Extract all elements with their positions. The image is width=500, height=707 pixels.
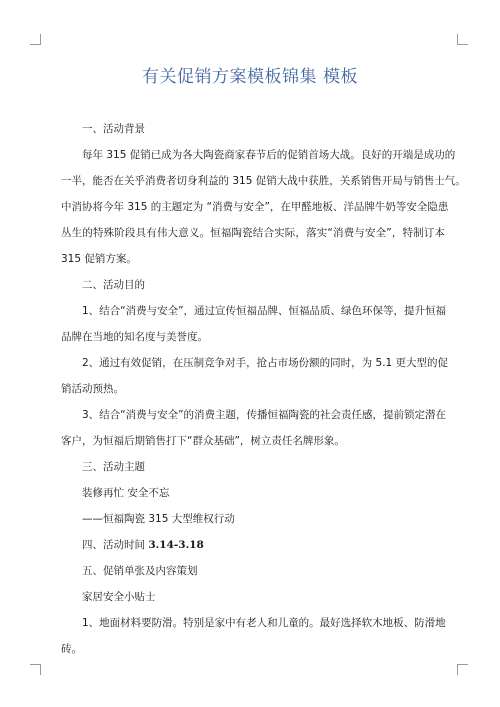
section-heading-purpose: 二、活动目的 — [82, 279, 145, 291]
paragraph-line: 一半，能否在关乎消费者切身利益的 315 促销大战中获胜，关系销售开局与销售士气。 — [61, 175, 466, 187]
activity-dates: 3.14-3.18 — [148, 539, 204, 551]
paragraph-line: 3、结合“消费与安全”的消费主题，传播恒福陶瓷的社会责任感，提前锁定潜在 — [82, 409, 447, 421]
paragraph-line: 315 促销方案。 — [61, 253, 137, 265]
theme-subtitle: ——恒福陶瓷 315 大型维权行动 — [82, 513, 235, 525]
section-heading-time — [61, 532, 445, 558]
section-heading-flyer: 五、促销单张及内容策划 — [82, 565, 198, 577]
crop-mark-bottom-right — [457, 664, 468, 675]
paragraph-line: 每年 315 促销已成为各大陶瓷商家春节后的促销首场大战。良好的开端是成功的 — [82, 149, 456, 161]
paragraph-line: 1、地面材料要防滑。特别是家中有老人和儿童的。最好选择软木地板、防滑地 — [82, 617, 446, 629]
theme-slogan: 装修再忙 安全不忘 — [82, 487, 170, 499]
crop-mark-top-left — [30, 34, 41, 45]
document-title: 有关促销方案模板锦集 模板 — [142, 67, 358, 87]
paragraph-line: 客户，为恒福后期销售打下“群众基础”，树立责任名牌形象。 — [61, 435, 345, 447]
paragraph-line: 丛生的特殊阶段具有伟大意义。恒福陶瓷结合实际，落实“消费与安全”，特制订本 — [61, 227, 445, 239]
crop-mark-top-right — [457, 34, 468, 45]
paragraph-line: 1、结合“消费与安全”，通过宣传恒福品牌、恒福品质、绿色环保等，提升恒福 — [82, 305, 447, 317]
section-heading-theme: 三、活动主题 — [82, 461, 145, 473]
section-heading-background: 一、活动背景 — [82, 123, 145, 135]
paragraph-line: 品牌在当地的知名度与美誉度。 — [61, 331, 208, 343]
time-heading-label: 四、活动时间 — [82, 539, 149, 551]
document-body — [61, 116, 466, 662]
paragraph-line: 销活动预热。 — [61, 383, 124, 395]
crop-mark-bottom-left — [30, 664, 41, 675]
paragraph-line: 中消协将今年 315 的主题定为 “消费与安全”，在甲醛地板、洋品牌牛奶等安全隐患 — [61, 201, 449, 213]
paragraph-line: 砖。 — [61, 643, 82, 655]
paragraph-line: 2、通过有效促销，在压制竞争对手，抢占市场份额的同时，为 5.1 更大型的促 — [82, 357, 449, 369]
tips-title: 家居安全小贴士 — [82, 591, 156, 603]
